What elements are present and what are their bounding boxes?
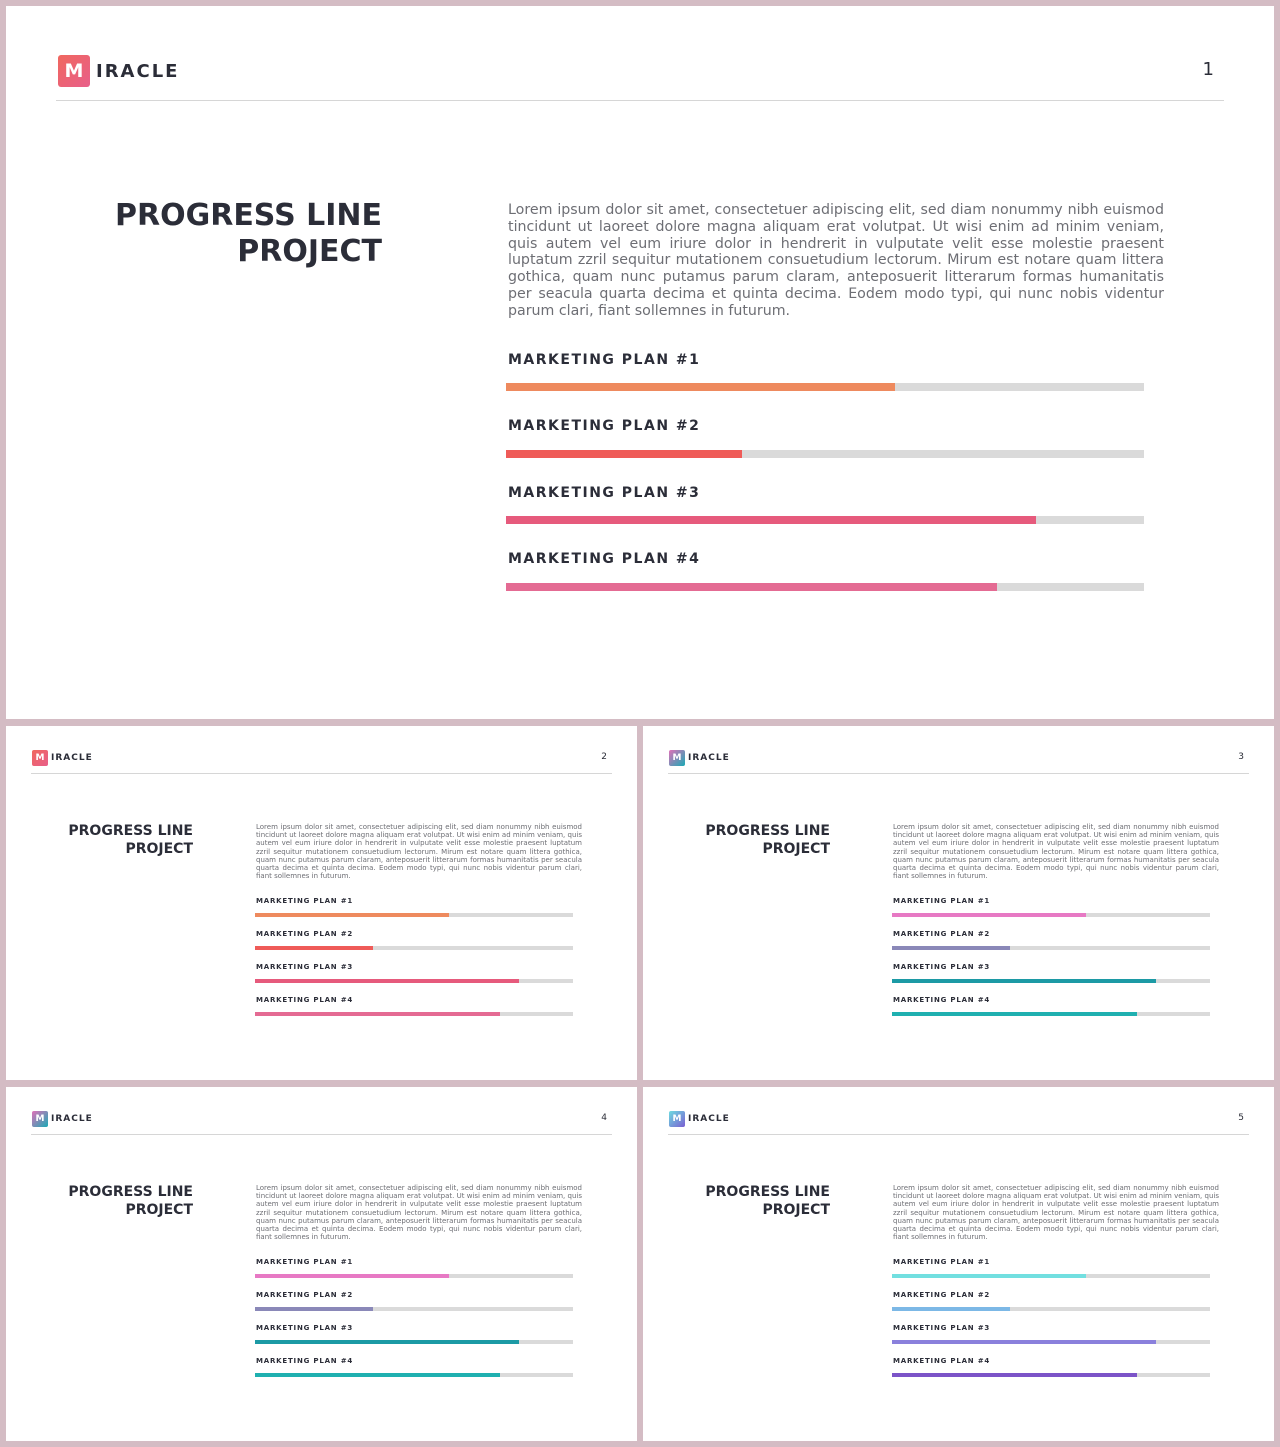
logo-mark: M <box>669 1111 685 1127</box>
slide-4[interactable] <box>6 1087 637 1441</box>
progress-track-1 <box>255 1274 573 1278</box>
page-number: 3 <box>1238 752 1244 762</box>
progress-fill-2 <box>255 1307 373 1311</box>
logo-mark: M <box>32 750 48 766</box>
brand-logo <box>669 1111 730 1127</box>
slide-title: PROGRESS LINE PROJECT <box>115 198 382 269</box>
slide-2[interactable] <box>6 726 637 1080</box>
plan-label-4: MARKETING PLAN #4 <box>508 551 701 567</box>
page-number: 5 <box>1238 1113 1244 1123</box>
plan-label-2: MARKETING PLAN #2 <box>893 1291 991 1299</box>
plan-label-3: MARKETING PLAN #3 <box>508 485 701 501</box>
progress-fill-4 <box>255 1373 500 1377</box>
progress-fill-1 <box>255 1274 449 1278</box>
progress-track-2 <box>506 450 1144 458</box>
progress-track-1 <box>255 913 573 917</box>
header-divider <box>668 773 1249 774</box>
brand-logo <box>58 55 179 87</box>
plan-label-3: MARKETING PLAN #3 <box>256 963 354 971</box>
plan-label-2: MARKETING PLAN #2 <box>256 1291 354 1299</box>
logo-wordmark: IRACLE <box>96 60 180 82</box>
progress-fill-1 <box>892 913 1086 917</box>
logo-mark: M <box>32 1111 48 1127</box>
plan-label-1: MARKETING PLAN #1 <box>256 1258 354 1266</box>
slide-3[interactable] <box>643 726 1274 1080</box>
progress-track-4 <box>255 1012 573 1016</box>
plan-label-1: MARKETING PLAN #1 <box>508 352 701 368</box>
page-number: 1 <box>1202 59 1214 80</box>
body-paragraph: Lorem ipsum dolor sit amet, consectetuer adipiscing elit, sed diam nonummy nibh euismod tincidunt ut laoreet dolore magna aliquam erat volutpat. Ut wisi enim ad minim veniam, quis autem vel eum iriure dolor in hendrerit in vulputate velit esse molestie praesent luptatum zzril sequitur mutationem consuetudium lectorum. Mirum est notare quam littera gothica, quam nunc putamus parum claram, anteposuerit litterarum formas humanitatis per seacula quarta decima et quinta decima. Eodem modo typi, qui nunc nobis videntur parum clari, fiant sollemnes in futurum. <box>508 202 1164 319</box>
progress-fill-2 <box>892 946 1010 950</box>
slide-5[interactable] <box>643 1087 1274 1441</box>
progress-fill-2 <box>506 450 742 458</box>
slide-1[interactable] <box>6 6 1274 719</box>
plan-label-4: MARKETING PLAN #4 <box>893 1357 991 1365</box>
logo-wordmark: IRACLE <box>688 1114 730 1124</box>
plan-label-3: MARKETING PLAN #3 <box>256 1324 354 1332</box>
plan-label-1: MARKETING PLAN #1 <box>256 897 354 905</box>
slide-title: PROGRESS LINE PROJECT <box>705 823 830 857</box>
progress-fill-4 <box>506 583 997 591</box>
logo-mark: M <box>58 55 90 87</box>
progress-track-2 <box>255 1307 573 1311</box>
progress-track-3 <box>255 1340 573 1344</box>
progress-fill-3 <box>892 979 1156 983</box>
plan-label-4: MARKETING PLAN #4 <box>256 1357 354 1365</box>
header-divider <box>31 773 612 774</box>
logo-wordmark: IRACLE <box>688 753 730 763</box>
progress-track-4 <box>506 583 1144 591</box>
plan-label-4: MARKETING PLAN #4 <box>893 996 991 1004</box>
progress-track-3 <box>892 1340 1210 1344</box>
progress-fill-4 <box>892 1373 1137 1377</box>
plan-label-3: MARKETING PLAN #3 <box>893 963 991 971</box>
plan-label-2: MARKETING PLAN #2 <box>508 418 701 434</box>
progress-track-4 <box>255 1373 573 1377</box>
progress-fill-2 <box>255 946 373 950</box>
progress-fill-4 <box>892 1012 1137 1016</box>
progress-track-4 <box>892 1012 1210 1016</box>
body-paragraph: Lorem ipsum dolor sit amet, consectetuer adipiscing elit, sed diam nonummy nibh euismod tincidunt ut laoreet dolore magna aliquam erat volutpat. Ut wisi enim ad minim veniam, quis autem vel eum iriure dolor in hendrerit in vulputate velit esse molestie praesent luptatum zzril sequitur mutationem consuetudium lectorum. Mirum est notare quam littera gothica, quam nunc putamus parum claram, anteposuerit litterarum formas humanitatis per seacula quarta decima et quinta decima. Eodem modo typi, qui nunc nobis videntur parum clari, fiant sollemnes in futurum. <box>256 1184 582 1242</box>
progress-track-3 <box>892 979 1210 983</box>
logo-mark: M <box>669 750 685 766</box>
slide-title: PROGRESS LINE PROJECT <box>68 1184 193 1218</box>
plan-label-1: MARKETING PLAN #1 <box>893 1258 991 1266</box>
logo-wordmark: IRACLE <box>51 753 93 763</box>
page-number: 4 <box>601 1113 607 1123</box>
progress-fill-3 <box>892 1340 1156 1344</box>
body-paragraph: Lorem ipsum dolor sit amet, consectetuer adipiscing elit, sed diam nonummy nibh euismod tincidunt ut laoreet dolore magna aliquam erat volutpat. Ut wisi enim ad minim veniam, quis autem vel eum iriure dolor in hendrerit in vulputate velit esse molestie praesent luptatum zzril sequitur mutationem consuetudium lectorum. Mirum est notare quam littera gothica, quam nunc putamus parum claram, anteposuerit litterarum formas humanitatis per seacula quarta decima et quinta decima. Eodem modo typi, qui nunc nobis videntur parum clari, fiant sollemnes in futurum. <box>893 1184 1219 1242</box>
plan-label-3: MARKETING PLAN #3 <box>893 1324 991 1332</box>
slide-title: PROGRESS LINE PROJECT <box>705 1184 830 1218</box>
progress-track-2 <box>892 1307 1210 1311</box>
progress-track-2 <box>255 946 573 950</box>
progress-track-3 <box>506 516 1144 524</box>
progress-fill-3 <box>506 516 1036 524</box>
progress-track-1 <box>506 383 1144 391</box>
page-number: 2 <box>601 752 607 762</box>
body-paragraph: Lorem ipsum dolor sit amet, consectetuer adipiscing elit, sed diam nonummy nibh euismod tincidunt ut laoreet dolore magna aliquam erat volutpat. Ut wisi enim ad minim veniam, quis autem vel eum iriure dolor in hendrerit in vulputate velit esse molestie praesent luptatum zzril sequitur mutationem consuetudium lectorum. Mirum est notare quam littera gothica, quam nunc putamus parum claram, anteposuerit litterarum formas humanitatis per seacula quarta decima et quinta decima. Eodem modo typi, qui nunc nobis videntur parum clari, fiant sollemnes in futurum. <box>256 823 582 881</box>
slide-title: PROGRESS LINE PROJECT <box>68 823 193 857</box>
progress-track-1 <box>892 1274 1210 1278</box>
progress-fill-3 <box>255 1340 519 1344</box>
plan-label-4: MARKETING PLAN #4 <box>256 996 354 1004</box>
progress-track-3 <box>255 979 573 983</box>
progress-track-4 <box>892 1373 1210 1377</box>
brand-logo <box>669 750 730 766</box>
progress-fill-1 <box>892 1274 1086 1278</box>
plan-label-2: MARKETING PLAN #2 <box>893 930 991 938</box>
progress-fill-1 <box>255 913 449 917</box>
header-divider <box>56 100 1224 101</box>
header-divider <box>668 1134 1249 1135</box>
body-paragraph: Lorem ipsum dolor sit amet, consectetuer adipiscing elit, sed diam nonummy nibh euismod tincidunt ut laoreet dolore magna aliquam erat volutpat. Ut wisi enim ad minim veniam, quis autem vel eum iriure dolor in hendrerit in vulputate velit esse molestie praesent luptatum zzril sequitur mutationem consuetudium lectorum. Mirum est notare quam littera gothica, quam nunc putamus parum claram, anteposuerit litterarum formas humanitatis per seacula quarta decima et quinta decima. Eodem modo typi, qui nunc nobis videntur parum clari, fiant sollemnes in futurum. <box>893 823 1219 881</box>
header-divider <box>31 1134 612 1135</box>
progress-track-2 <box>892 946 1210 950</box>
logo-wordmark: IRACLE <box>51 1114 93 1124</box>
plan-label-2: MARKETING PLAN #2 <box>256 930 354 938</box>
progress-track-1 <box>892 913 1210 917</box>
progress-fill-2 <box>892 1307 1010 1311</box>
plan-label-1: MARKETING PLAN #1 <box>893 897 991 905</box>
progress-fill-1 <box>506 383 895 391</box>
progress-fill-3 <box>255 979 519 983</box>
brand-logo <box>32 750 93 766</box>
brand-logo <box>32 1111 93 1127</box>
progress-fill-4 <box>255 1012 500 1016</box>
